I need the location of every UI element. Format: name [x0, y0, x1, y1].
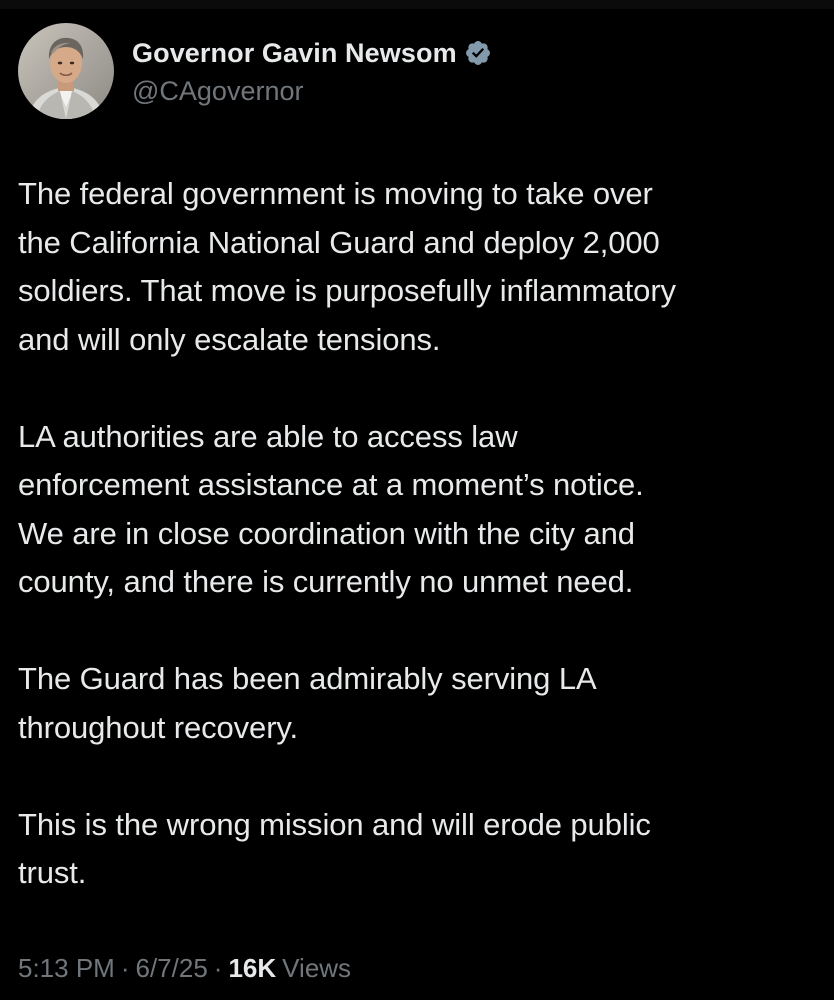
author-handle[interactable]: @CAgovernor: [132, 76, 304, 106]
tweet-paragraph-3: The Guard has been admirably serving LA throughout recovery.: [18, 661, 597, 745]
tweet-header: [18, 22, 492, 120]
tweet-date[interactable]: 6/7/25: [135, 953, 208, 983]
avatar-photo: [18, 23, 114, 119]
tweet-text: [18, 170, 818, 898]
meta-separator: ·: [120, 953, 130, 983]
meta-separator: ·: [213, 953, 223, 983]
tweet-paragraph-2: LA authorities are able to access law enforcement assistance at a moment’s notice. We are in close coordination with the city and county, and there is currently no unmet need.: [18, 418, 644, 599]
name-row: [132, 33, 492, 73]
author-identity: [132, 23, 492, 119]
tweet-paragraph-1: The federal government is moving to take over the California National Guard and deploy 2,000 soldiers. That move is purposefully inflammatory and will only escalate tensions.: [18, 176, 676, 357]
avatar[interactable]: [18, 23, 114, 119]
verified-badge-icon[interactable]: [464, 39, 492, 67]
views-count[interactable]: 16K: [228, 953, 277, 983]
tweet-time[interactable]: 5:13 PM: [18, 953, 115, 983]
author-display-name[interactable]: Governor Gavin Newsom: [132, 37, 457, 68]
views-label[interactable]: Views: [282, 953, 352, 983]
top-edge-strip: [0, 0, 834, 9]
tweet-paragraph-4: This is the wrong mission and will erode public trust.: [18, 806, 651, 890]
tweet-meta: [18, 948, 351, 988]
